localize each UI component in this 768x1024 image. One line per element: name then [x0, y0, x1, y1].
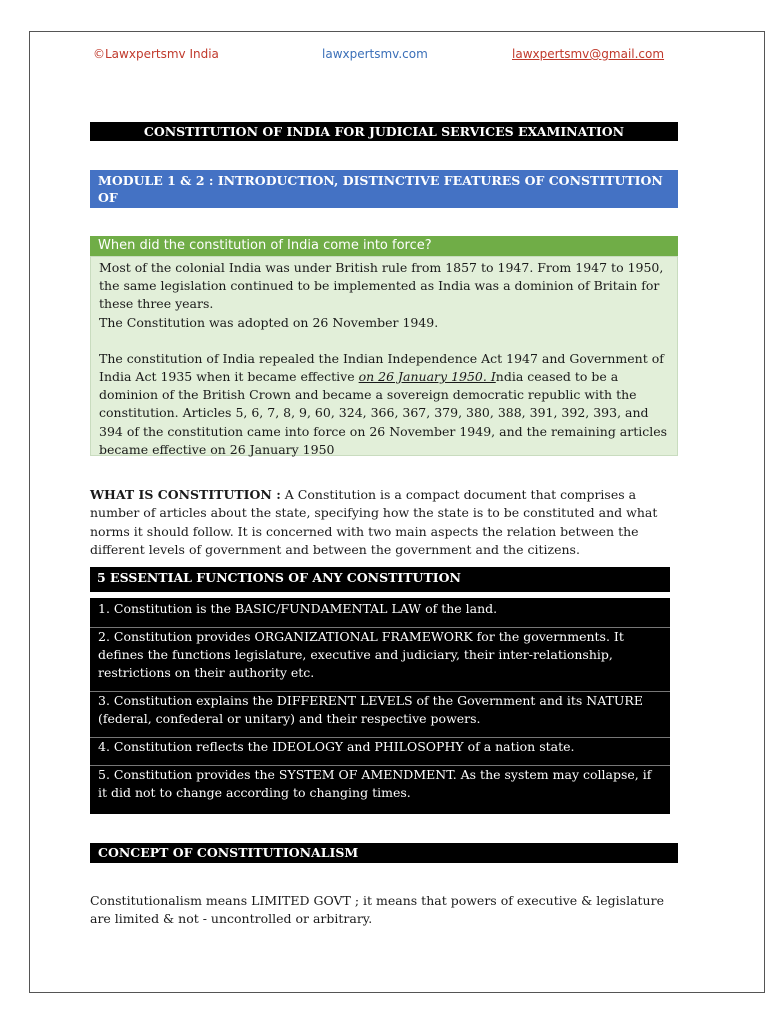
answer-p3-date: on 26 January 1950. I	[358, 369, 496, 385]
function-item-2: 2. Constitution provides ORGANIZATIONAL FRAMEWORK for the governments. It defines the functions legislature, executive and judiciary, their inter-relationship, restrictions on their authority etc.	[90, 627, 670, 683]
functions-list	[90, 598, 670, 814]
answer-p3-after: ndia ceased to be a dominion of the British Crown and became a sovereign democratic republic with the constitution. Articles 5, 6, 7, 8, 9, 60, 324, 366, 367, 379, 380, 388, 391, 392, 393, and 394 of the constitution came into force on 26 November 1949, and the remaining articles became effective on 26 January 1950	[99, 369, 668, 457]
function-item-4: 4. Constitution reflects the IDEOLOGY and PHILOSOPHY of a nation state.	[90, 737, 670, 756]
what-is-text: A Constitution is a compact document that comprises a number of articles about the state, specifying how the state is to be constituted and what norms it should follow. It is concerned with two main aspects the relation between the different levels of government and between the government and the citizens.	[90, 487, 658, 558]
header-email-link[interactable]: lawxpertsmv@gmail.com	[512, 47, 665, 61]
what-is-constitution	[90, 486, 678, 560]
concept-heading: CONCEPT OF CONSTITUTIONALISM	[90, 843, 678, 863]
concept-text: Constitutionalism means LIMITED GOVT ; it means that powers of executive & legislature are limited & not - uncontrolled or arbitrary.	[90, 893, 664, 927]
question-heading: When did the constitution of India come into force?	[90, 236, 678, 256]
page-header	[0, 47, 768, 65]
header-brand: ©Lawxpertsmv India	[93, 47, 219, 61]
answer-p3-before: The constitution of India repealed the Indian Independence Act 1947 and Government of India Act 1935 when it became effective	[99, 350, 664, 385]
what-is-label: WHAT IS CONSTITUTION :	[90, 487, 281, 502]
function-item-5: 5. Constitution provides the SYSTEM OF AMENDMENT. As the system may collapse, if it did not to change according to changing times.	[90, 765, 670, 802]
module-heading-line1: MODULE 1 & 2 : INTRODUCTION, DISTINCTIVE FEATURES OF CONSTITUTION OF	[98, 173, 663, 205]
function-item-1: 1. Constitution is the BASIC/FUNDAMENTAL LAW of the land.	[98, 601, 498, 616]
function-item-3: 3. Constitution explains the DIFFERENT LEVELS of the Government and its NATURE (federal, confederal or unitary) and their respective powers.	[90, 691, 670, 728]
answer-paragraph-2: The Constitution was adopted on 26 November 1949.	[99, 314, 439, 330]
paragraph-gap	[99, 332, 669, 350]
answer-box	[90, 256, 678, 456]
module-heading	[90, 170, 678, 222]
functions-heading: 5 ESSENTIAL FUNCTIONS OF ANY CONSTITUTION	[90, 567, 670, 594]
header-website: lawxpertsmv.com	[322, 47, 428, 61]
answer-paragraph-3	[99, 350, 669, 459]
document-title: CONSTITUTION OF INDIA FOR JUDICIAL SERVICES EXAMINATION	[90, 122, 678, 141]
answer-paragraph-1: Most of the colonial India was under British rule from 1857 to 1947. From 1947 to 1950, the same legislation continued to be implemented as India was a dominion of Britain for these three years.	[99, 260, 664, 312]
module-heading-line2: INDIA INCLUDING PREAMBLE AND CITIZENSHIP	[98, 207, 455, 222]
